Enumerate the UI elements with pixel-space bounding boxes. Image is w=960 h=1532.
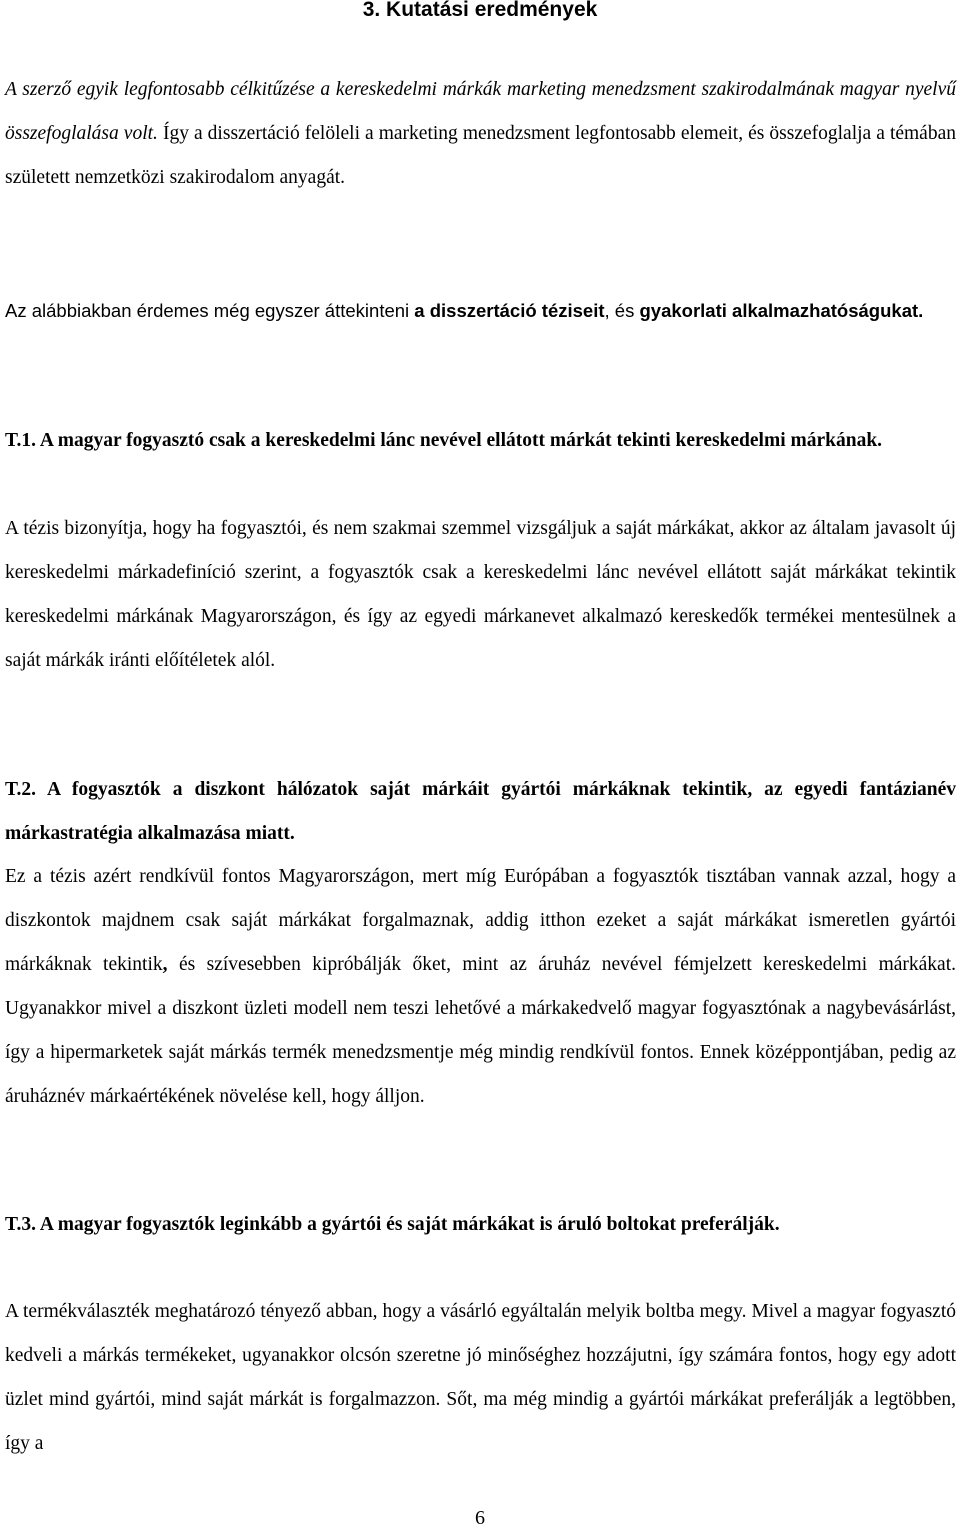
- thesis-1-body: A tézis bizonyítja, hogy ha fogyasztói, és nem szakmai szemmel vizsgáljuk a saját márkákat, akkor az általam javasolt új kereskedelmi márkadefiníció szerint, a fogyasztók csak a kereskedelmi lánc nevével ellátott saját márkákat tekintik kereskedelmi márkának Magyarországon, és így az egyedi márkanevet alkalmazó kereskedők termékei mentesülnek a saját márkák iránti előítéletek alól.: [5, 518, 956, 671]
- thesis-2-body-after: és szívesebben kipróbálják őket, mint az áruház nevével fémjelzett kereskedelmi márkákat. Ugyanakkor mivel a diszkont üzleti modell nem teszi lehetővé a márkakedvelő magyar fogyasztónak a nagybevásárlást, így a hipermarketek saját márkás termék menedzsmentje még mindig rendkívül fontos. Ennek középpontjában, pedig az áruháznév márkaértékének növelése kell, hogy álljon.: [5, 954, 956, 1107]
- page-number: 6: [475, 1507, 485, 1529]
- thesis-2-body: [5, 855, 956, 1119]
- thesis-3-title: T.3. A magyar fogyasztók leginkább a gyártói és saját márkákat is áruló boltokat preferálják.: [5, 1214, 780, 1235]
- thesis-2-body-before: Ez a tézis azért rendkívül fontos Magyarországon, mert míg Európában a fogyasztók tisztában vannak azzal, hogy a diszkontok majdnem csak saját márkákat forgalmaznak, addig itthon ezeket a saját márkákat ismeretlen gyártói márkáknak tekintik: [5, 866, 956, 975]
- overview-paragraph: [5, 289, 956, 333]
- section-heading: 3. Kutatási eredmények: [362, 0, 598, 21]
- thesis-3-body: A termékválaszték meghatározó tényező abban, hogy a vásárló egyáltalán melyik boltba megy. Mivel a magyar fogyasztó kedveli a márkás termékeket, ugyanakkor olcsón szeretne jó minőséghez hozzájutni, így számára fontos, hogy egy adott üzlet mind gyártói, mind saját márkát is forgalmazzon. Sőt, ma még mindig a gyártói márkákat preferálják a legtöbben, így a: [5, 1301, 956, 1454]
- intro-normal-text: Így a disszertáció felöleli a marketing menedzsment legfontosabb elemeit, és összefoglalja a témában született nemzetközi szakirodalom anyagát.: [5, 123, 956, 188]
- thesis-2-body-bold: ,: [162, 954, 168, 975]
- overview-bold-theses: a disszertáció téziseit: [414, 300, 605, 321]
- overview-text-middle: , és: [604, 300, 640, 321]
- thesis-2-title: T.2. A fogyasztók a diszkont hálózatok saját márkáit gyártói márkáknak tekintik, az egyedi fantázianév márkastratégia alkalmazása miatt.: [5, 779, 956, 844]
- intro-paragraph: [5, 68, 956, 200]
- thesis-1-title: T.1. A magyar fogyasztó csak a kereskedelmi lánc nevével ellátott márkát tekinti kereskedelmi márkának.: [5, 430, 883, 451]
- intro-italic-text: A szerző egyik legfontosabb célkitűzése a kereskedelmi márkák marketing menedzsment szakirodalmának magyar nyelvű összefoglalása volt.: [5, 79, 956, 144]
- overview-text-before: Az alábbiakban érdemes még egyszer áttekinteni: [5, 300, 415, 321]
- overview-bold-applicability: gyakorlati alkalmazhatóságukat.: [639, 300, 924, 321]
